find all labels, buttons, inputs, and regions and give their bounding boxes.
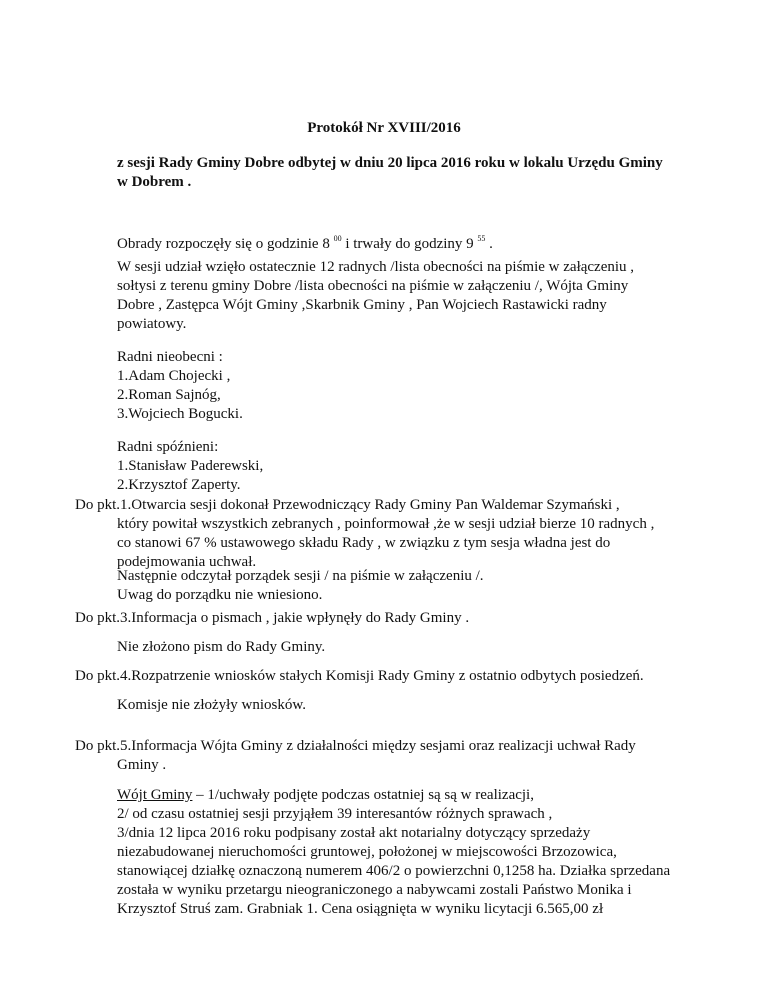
- report-line: stanowiącej działkę oznaczoną numerem 406/2 o powierzchni 0,1258 ha. Działka sprzedana: [117, 863, 671, 879]
- agenda-point-1-note: [117, 567, 707, 605]
- subtitle-line: z sesji Rady Gminy Dobre odbytej w dniu 20 lipca 2016 roku w lokalu Urzędu Gminy: [117, 155, 663, 171]
- attendance-line: powiatowy.: [117, 316, 187, 332]
- absent-councillors: [117, 348, 707, 424]
- mayor-report: [117, 786, 707, 919]
- agenda-line: co stanowi 67 % ustawowego składu Rady , w związku z tym sesja władna jest do: [117, 535, 611, 551]
- note-line: Nie złożono pism do Rady Gminy.: [117, 639, 326, 655]
- report-line: została w wyniku przetargu nieograniczonego a nabywcami zostali Państwo Monika i: [117, 882, 632, 898]
- time-sentence-end: .: [485, 236, 493, 252]
- document-title: Protokół Nr XVIII/2016: [307, 120, 461, 136]
- agenda-line: Gminy .: [117, 757, 167, 773]
- agenda-point-3: [75, 609, 715, 628]
- agenda-point-3-note: [117, 638, 707, 657]
- absent-item: 2.Roman Sajnóg,: [117, 387, 221, 403]
- end-time-minutes: 55: [477, 234, 486, 243]
- speaker-statement: – 1/uchwały podjęte podczas ostatniej są są w realizacji,: [192, 787, 534, 803]
- agenda-line: który powitał wszystkich zebranych , poinformował ,że w sesji udział bierze 10 radnych ,: [117, 516, 655, 532]
- late-item: 1.Stanisław Paderewski,: [117, 458, 264, 474]
- agenda-line: Do pkt.1.Otwarcia sesji dokonał Przewodniczący Rady Gminy Pan Waldemar Szymański ,: [75, 497, 620, 513]
- start-time-text: Obrady rozpoczęły się o godzinie 8: [117, 236, 330, 252]
- subtitle-line: w Dobrem .: [117, 174, 192, 190]
- attendance-line: sołtysi z terenu gminy Dobre /lista obecności na piśmie w załączeniu /, Wójta Gminy: [117, 278, 629, 294]
- attendance-paragraph: [117, 258, 707, 334]
- report-line: niezabudowanej nieruchomości gruntowej, położonej w miejscowości Brzozowica,: [117, 844, 617, 860]
- agenda-point-4: [75, 667, 715, 686]
- end-time-text: i trwały do godziny 9: [341, 236, 474, 252]
- report-line: 2/ od czasu ostatniej sesji przyjąłem 39 interesantów różnych sprawach ,: [117, 806, 553, 822]
- attendance-line: Dobre , Zastępca Wójt Gminy ,Skarbnik Gminy , Pan Wojciech Rastawicki radny: [117, 297, 607, 313]
- absent-item: 1.Adam Chojecki ,: [117, 368, 231, 384]
- start-time-minutes: 00: [333, 234, 342, 243]
- late-heading: Radni spóźnieni:: [117, 439, 219, 455]
- agenda-line: Do pkt.3.Informacja o pismach , jakie wpłynęły do Rady Gminy .: [75, 610, 470, 626]
- agenda-line: Do pkt.5.Informacja Wójta Gminy z działalności między sesjami oraz realizacji uchwał Rady: [75, 738, 636, 754]
- agenda-point-4-note: [117, 696, 707, 715]
- agenda-point-5: [75, 737, 715, 775]
- attendance-line: W sesji udział wzięło ostatecznie 12 radnych /lista obecności na piśmie w załączeniu ,: [117, 259, 635, 275]
- absent-heading: Radni nieobecni :: [117, 349, 223, 365]
- agenda-point-1: [75, 496, 715, 572]
- speaker-name: Wójt Gminy: [117, 787, 193, 803]
- agenda-line: podejmowania uchwał.: [117, 554, 257, 570]
- absent-item: 3.Wojciech Bogucki.: [117, 406, 243, 422]
- late-item: 2.Krzysztof Zaperty.: [117, 477, 241, 493]
- session-subtitle: [117, 154, 707, 192]
- agenda-line: Do pkt.4.Rozpatrzenie wniosków stałych Komisji Rady Gminy z ostatnio odbytych posiedzeń.: [75, 668, 644, 684]
- note-line: Uwag do porządku nie wniesiono.: [117, 587, 323, 603]
- note-line: Komisje nie złożyły wniosków.: [117, 697, 307, 713]
- report-line: Krzysztof Struś zam. Grabniak 1. Cena osiągnięta w wyniku licytacji 6.565,00 zł: [117, 901, 604, 917]
- report-line: 3/dnia 12 lipca 2016 roku podpisany został akt notarialny dotyczący sprzedaży: [117, 825, 591, 841]
- session-time-paragraph: [117, 235, 707, 255]
- late-councillors: [117, 438, 707, 495]
- note-line: Następnie odczytał porządek sesji / na piśmie w załączeniu /.: [117, 568, 484, 584]
